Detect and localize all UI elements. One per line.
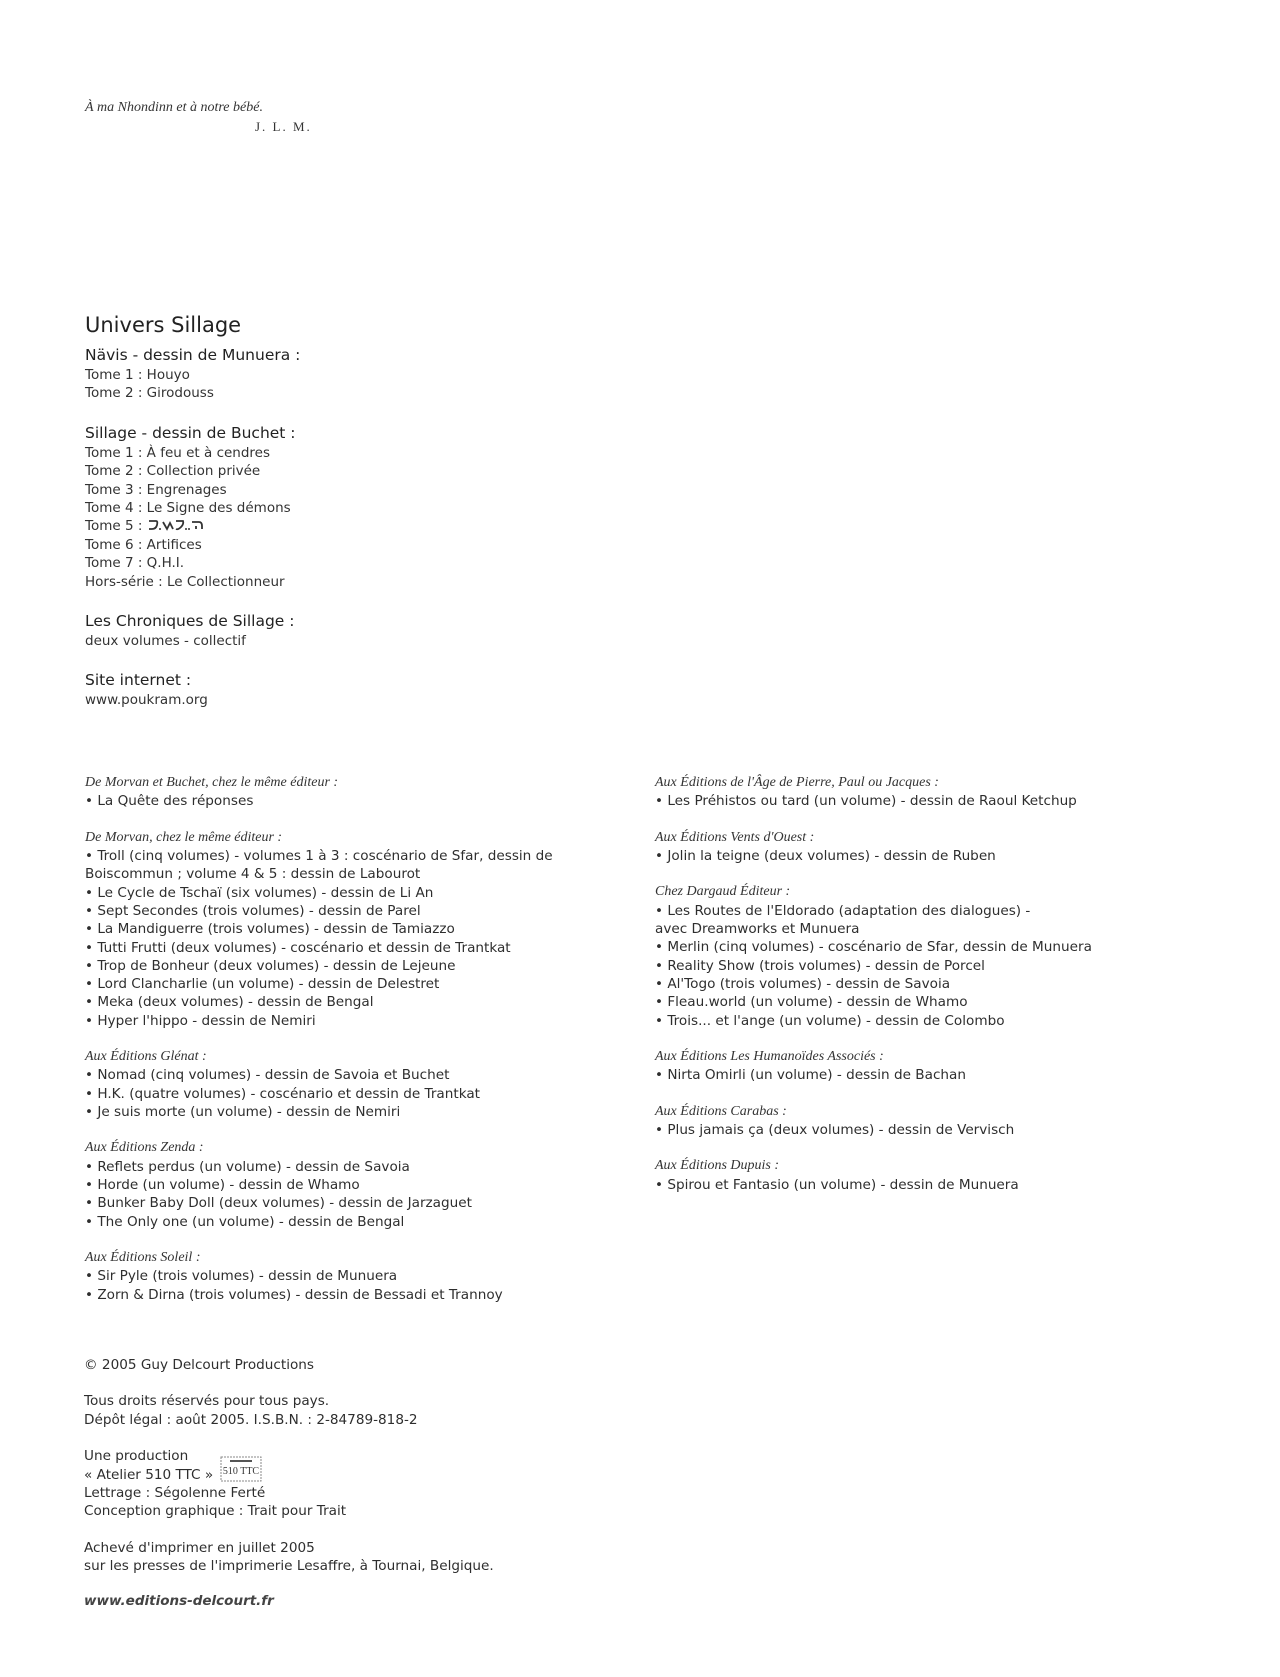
legal-deposit-line: Dépôt légal : août 2005. I.S.B.N. : 2-84789-818-2 xyxy=(84,1411,418,1428)
list-item: • Reflets perdus (un volume) - dessin de Savoia xyxy=(85,1158,410,1175)
list-item: • Zorn & Dirna (trois volumes) - dessin de Bessadi et Trannoy xyxy=(85,1286,503,1303)
list-item: • Al'Togo (trois volumes) - dessin de Savoia xyxy=(655,976,951,992)
group-vents-douest xyxy=(655,829,1155,866)
list-item: Tome 4 : Le Signe des démons xyxy=(85,500,291,517)
rights-line: Tous droits réservés pour tous pays. xyxy=(84,1393,330,1410)
group-title: Aux Éditions Vents d'Ouest : xyxy=(655,829,815,845)
group-title: Chez Dargaud Éditeur : xyxy=(655,884,791,900)
group-carabas xyxy=(655,1103,1155,1140)
list-item: • Bunker Baby Doll (deux volumes) - dessin de Jarzaguet xyxy=(85,1195,472,1212)
group-title: Aux Éditions Glénat : xyxy=(85,1049,207,1065)
group-age-de-pierre xyxy=(655,774,1155,811)
group-title: Aux Éditions Zenda : xyxy=(85,1140,204,1156)
publisher-website[interactable]: www.editions-delcourt.fr xyxy=(84,1593,274,1609)
group-soleil xyxy=(85,1249,585,1304)
section-sillage xyxy=(85,423,685,591)
list-item: Tome 3 : Engrenages xyxy=(85,481,227,498)
list-item: • Fleau.world (un volume) - dessin de Whamo xyxy=(655,994,968,1011)
tome5-prefix: Tome 5 : xyxy=(85,518,143,535)
list-item: Tome 1 : Houyo xyxy=(85,367,190,383)
list-item: Hors-série : Le Collectionneur xyxy=(85,573,285,590)
list-item: • Jolin la teigne (deux volumes) - dessin de Ruben xyxy=(655,848,996,865)
atelier-line: « Atelier 510 TTC » xyxy=(84,1466,214,1483)
dedication-signature: J. L. M. xyxy=(255,119,312,134)
list-item: • Trois... et l'ange (un volume) - dessin de Colombo xyxy=(655,1012,1005,1029)
design-line: Conception graphique : Trait pour Trait xyxy=(84,1503,347,1520)
list-item-tome5 xyxy=(85,517,685,535)
group-morvan-buchet xyxy=(85,774,585,811)
group-title: Aux Éditions de l'Âge de Pierre, Paul ou Jacques : xyxy=(655,775,939,790)
section-title: Nävis - dessin de Munuera : xyxy=(85,346,301,364)
copyright-block xyxy=(84,1356,684,1374)
list-item: • Je suis morte (un volume) - dessin de Nemiri xyxy=(85,1104,401,1121)
list-item: • Le Cycle de Tschaï (six volumes) - dessin de Li An xyxy=(85,884,434,901)
lettering-line: Lettrage : Ségolenne Ferté xyxy=(84,1485,266,1502)
list-item: • Merlin (cinq volumes) - coscénario de Sfar, dessin de Munuera xyxy=(655,939,1092,956)
list-item: • H.K. (quatre volumes) - coscénario et dessin de Trantkat xyxy=(85,1085,480,1102)
bibliography-left xyxy=(85,774,585,1322)
list-item: deux volumes - collectif xyxy=(85,633,246,650)
dedication-line: À ma Nhondinn et à notre bébé. xyxy=(85,100,263,115)
section-title: Les Chroniques de Sillage : xyxy=(85,612,295,631)
printing-line: Achevé d'imprimer en juillet 2005 xyxy=(84,1539,315,1556)
section-title: Sillage - dessin de Buchet : xyxy=(85,423,296,442)
list-item: Tome 2 : Girodouss xyxy=(85,385,214,402)
list-item: • Troll (cinq volumes) - volumes 1 à 3 : coscénario de Sfar, dessin de xyxy=(85,848,553,865)
group-dupuis xyxy=(655,1157,1155,1194)
section-navis xyxy=(85,345,685,403)
list-item: Tome 7 : Q.H.I. xyxy=(85,555,185,572)
group-glenat xyxy=(85,1048,585,1121)
list-item: • Nirta Omirli (un volume) - dessin de Bachan xyxy=(655,1067,966,1084)
list-item: • Sept Secondes (trois volumes) - dessin de Parel xyxy=(85,903,421,919)
group-humanoides xyxy=(655,1048,1155,1085)
list-item: • La Quête des réponses xyxy=(85,793,254,810)
list-item: Tome 1 : À feu et à cendres xyxy=(85,444,271,461)
group-title: Aux Éditions Soleil : xyxy=(85,1249,201,1265)
group-title: Aux Éditions Les Humanoïdes Associés : xyxy=(655,1048,884,1064)
group-morvan xyxy=(85,829,585,1030)
list-item: • Trop de Bonheur (deux volumes) - dessin de Lejeune xyxy=(85,957,456,974)
list-item: • Horde (un volume) - dessin de Whamo xyxy=(85,1177,360,1194)
bibliography-right xyxy=(655,774,1155,1212)
atelier-stamp-logo xyxy=(220,1456,262,1482)
list-item: • Spirou et Fantasio (un volume) - dessin de Munuera xyxy=(655,1176,1019,1193)
list-item: avec Dreamworks et Munuera xyxy=(655,921,860,938)
list-item: • Meka (deux volumes) - dessin de Bengal xyxy=(85,994,374,1011)
list-item: • Lord Clancharlie (un volume) - dessin de Delestret xyxy=(85,976,440,993)
section-chroniques xyxy=(85,611,685,650)
univers-title: Univers Sillage xyxy=(85,313,242,337)
list-item: • Tutti Frutti (deux volumes) - coscénario et dessin de Trantkat xyxy=(85,939,511,956)
list-item: Tome 2 : Collection privée xyxy=(85,463,261,480)
colophon xyxy=(84,1356,684,1594)
list-item: • Sir Pyle (trois volumes) - dessin de Munuera xyxy=(85,1268,398,1285)
list-item: • Nomad (cinq volumes) - dessin de Savoia et Buchet xyxy=(85,1067,450,1084)
stamp-text: 510 TTC xyxy=(222,1466,260,1478)
list-item: Boiscommun ; volume 4 & 5 : dessin de Labourot xyxy=(85,866,421,883)
list-item: • Hyper l'hippo - dessin de Nemiri xyxy=(85,1012,316,1029)
list-item: Tome 6 : Artifices xyxy=(85,536,202,553)
section-title: Site internet : xyxy=(85,671,192,690)
list-item: • La Mandiguerre (trois volumes) - dessin de Tamiazzo xyxy=(85,921,455,938)
dedication xyxy=(85,98,312,136)
printing-block xyxy=(84,1539,684,1576)
group-title: De Morvan et Buchet, chez le même éditeur : xyxy=(85,775,339,790)
production-line: Une production xyxy=(84,1448,189,1465)
group-dargaud xyxy=(655,883,1155,1029)
list-item: • Plus jamais ça (deux volumes) - dessin de Vervisch xyxy=(655,1122,1015,1138)
list-item: • Les Préhistos ou tard (un volume) - dessin de Raoul Ketchup xyxy=(655,793,1077,810)
printer-line: sur les presses de l'imprimerie Lesaffre, à Tournai, Belgique. xyxy=(84,1558,494,1575)
production-block xyxy=(84,1447,684,1521)
copyright: © 2005 Guy Delcourt Productions xyxy=(84,1357,315,1373)
group-zenda xyxy=(85,1139,585,1231)
section-site xyxy=(85,670,685,709)
site-url: www.poukram.org xyxy=(85,692,208,709)
group-title: De Morvan, chez le même éditeur : xyxy=(85,829,283,845)
group-title: Aux Éditions Dupuis : xyxy=(655,1158,780,1174)
alien-script-icon xyxy=(147,518,209,532)
univers-sillage xyxy=(85,313,685,730)
group-title: Aux Éditions Carabas : xyxy=(655,1103,787,1119)
list-item: • Reality Show (trois volumes) - dessin de Porcel xyxy=(655,957,985,974)
list-item: • The Only one (un volume) - dessin de Bengal xyxy=(85,1213,405,1230)
list-item: • Les Routes de l'Eldorado (adaptation des dialogues) - xyxy=(655,902,1031,919)
rights-block xyxy=(84,1392,684,1429)
